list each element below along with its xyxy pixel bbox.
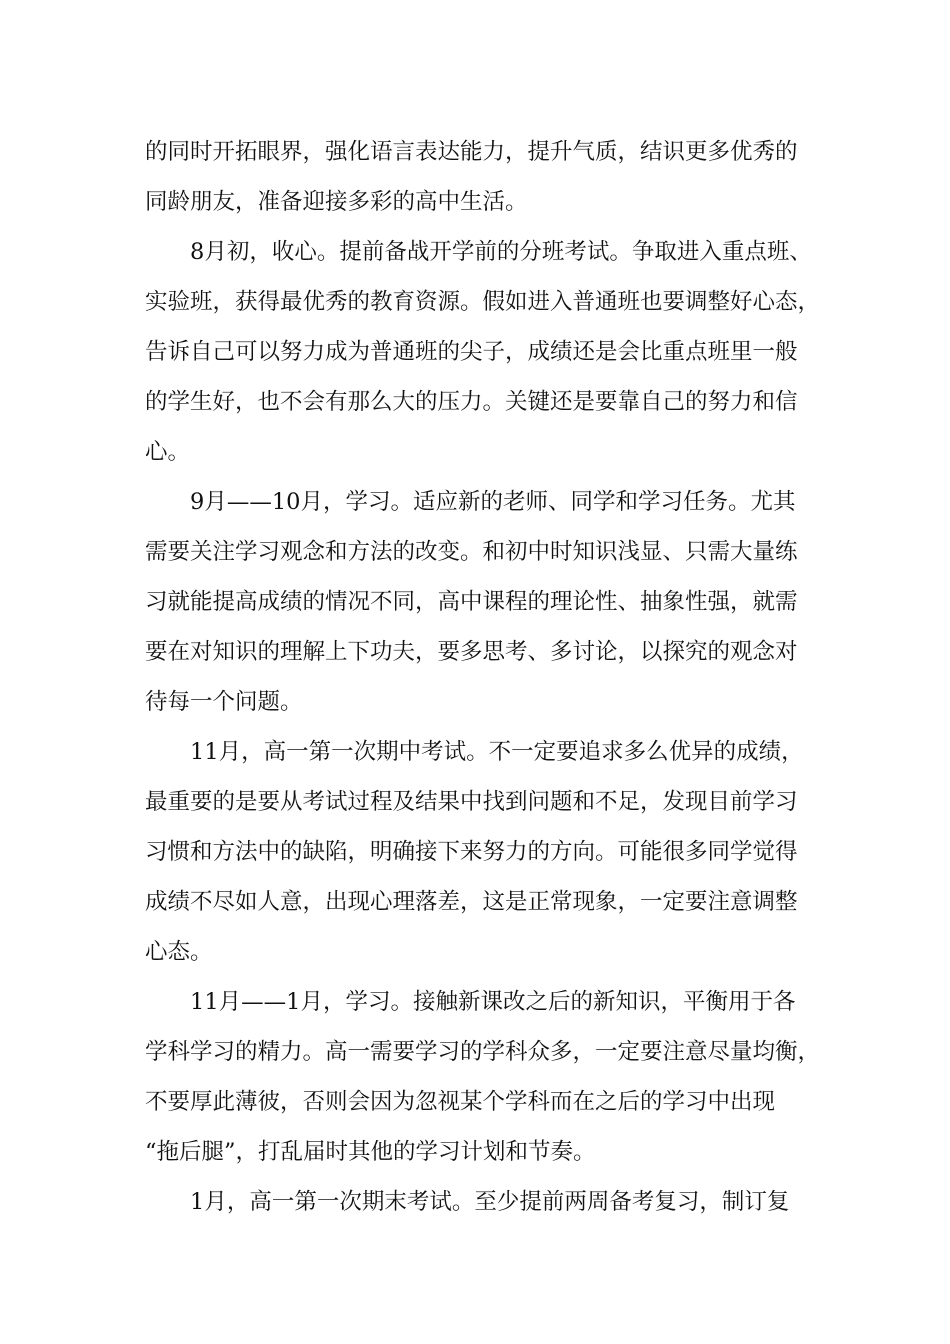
paragraph-start: 1月，高一第一次期末考试。至少提前两周备考复习，制订复: [190, 1189, 790, 1215]
paragraph-start: 11月，高一第一次期中考试。不一定要追求多么优异的成绩，: [190, 739, 804, 765]
text-line: 待每一个问题。: [145, 689, 303, 715]
text-line: 心态。: [145, 939, 213, 965]
text-line: 成绩不尽如人意，出现心理落差，这是正常现象，一定要注意调整: [145, 889, 798, 915]
paragraph-start: 8月初，收心。提前备战开学前的分班考试。争取进入重点班、: [190, 239, 812, 265]
text-line: 习就能提高成绩的情况不同，高中课程的理论性、抽象性强，就需: [145, 589, 798, 615]
text-line: 需要关注学习观念和方法的改变。和初中时知识浅显、只需大量练: [145, 539, 798, 565]
text-line: 最重要的是要从考试过程及结果中找到问题和不足，发现目前学习: [145, 789, 798, 815]
text-line: 同龄朋友，准备迎接多彩的高中生活。: [145, 189, 528, 215]
text-line: 不要厚此薄彼，否则会因为忽视某个学科而在之后的学习中出现: [145, 1089, 776, 1115]
paragraph-start: 9月——10月，学习。适应新的老师、同学和学习任务。尤其: [190, 489, 796, 515]
text-line: 的同时开拓眼界，强化语言表达能力，提升气质，结识更多优秀的: [145, 139, 798, 165]
text-line: 心。: [145, 439, 191, 465]
text-line: 实验班，获得最优秀的教育资源。假如进入普通班也要调整好心态，: [145, 289, 821, 315]
text-line: 的学生好，也不会有那么大的压力。关键还是要靠自己的努力和信: [145, 389, 798, 415]
text-line: 学科学习的精力。高一需要学习的学科众多，一定要注意尽量均衡，: [145, 1039, 821, 1065]
text-line: “拖后腿”，打乱届时其他的学习计划和节奏。: [145, 1139, 596, 1165]
text-line: 要在对知识的理解上下功夫，要多思考、多讨论，以探究的观念对: [145, 639, 798, 665]
text-line: 告诉自己可以努力成为普通班的尖子，成绩还是会比重点班里一般: [145, 339, 798, 365]
text-line: 习惯和方法中的缺陷，明确接下来努力的方向。可能很多同学觉得: [145, 839, 798, 865]
paragraph-start: 11月——1月，学习。接触新课改之后的新知识，平衡用于各: [190, 989, 796, 1015]
